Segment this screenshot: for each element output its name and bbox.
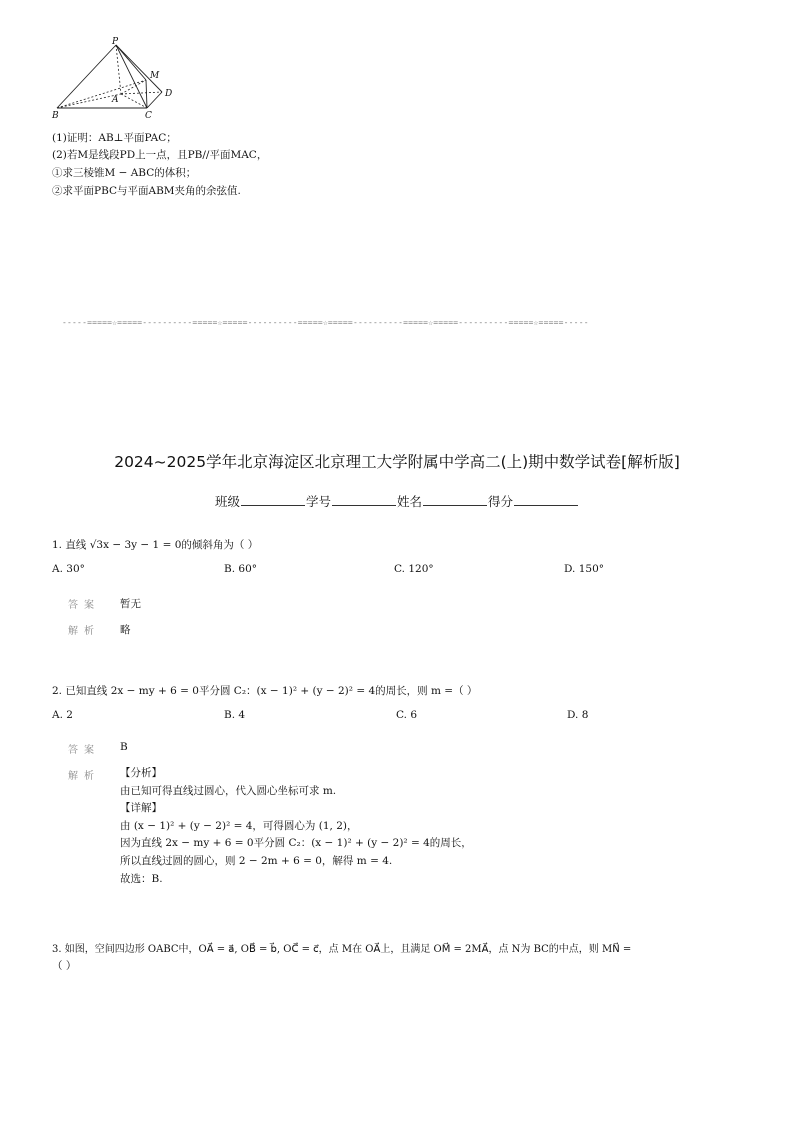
subquestion-2-1: ①求三棱锥M − ABC的体积； xyxy=(52,167,197,179)
question-1-analysis: 略 xyxy=(120,624,131,636)
analysis-line: 【详解】 xyxy=(120,802,162,815)
question-2-answer-label: 答案 xyxy=(68,745,100,756)
question-2-option-b: B. 4 xyxy=(224,709,246,721)
question-3-stem: 3. 如图，空间四边形 OABC中，OA⃗ = a⃗, OB⃗ = b⃗, OC⃗ = c⃗，点 M在 OA⃗上，且满足 OM⃗ = 2MA⃗，点 N为 BC的中点，则 MN⃗ = xyxy=(52,944,632,955)
pyramid-figure xyxy=(48,36,188,122)
subquestion-1: (1)证明：AB⊥平面PAC； xyxy=(52,132,177,144)
analysis-line: 由 (x − 1)² + (y − 2)² = 4，可得圆心为 (1, 2)， xyxy=(120,819,358,832)
name-label: 姓名 xyxy=(397,494,423,509)
label-a: A xyxy=(112,95,119,105)
question-2-analysis-label: 解析 xyxy=(68,771,100,782)
label-c: C xyxy=(145,111,152,121)
id-blank[interactable] xyxy=(332,493,396,506)
analysis-line: 由已知可得直线过圆心，代入圆心坐标可求 m. xyxy=(120,784,337,797)
score-label: 得分 xyxy=(488,494,514,509)
label-p: P xyxy=(112,37,119,47)
question-1-option-d: D. 150° xyxy=(564,563,605,575)
label-m: M xyxy=(150,71,160,81)
student-info-line xyxy=(0,492,794,510)
question-2-analysis xyxy=(120,765,472,888)
page-divider: -----=====☆=====----------=====☆=====----------=====☆=====----------=====☆=====----------=====☆=====----- xyxy=(62,318,589,327)
analysis-line: 因为直线 2x − my + 6 = 0平分圆 C₂：(x − 1)² + (y − 2)² = 4的周长， xyxy=(120,837,472,850)
id-label: 学号 xyxy=(305,494,331,509)
subquestion-2-2: ②求平面PBC与平面ABM夹角的余弦值. xyxy=(52,185,241,197)
exam-title: 2024~2025学年北京海淀区北京理工大学附属中学高二(上)期中数学试卷[解析版] xyxy=(114,453,680,471)
question-2-option-c: C. 6 xyxy=(396,709,418,721)
score-blank[interactable] xyxy=(514,493,578,506)
label-d: D xyxy=(165,89,173,99)
question-2-answer: B xyxy=(120,741,128,753)
label-b: B xyxy=(52,111,59,121)
analysis-line: 【分析】 xyxy=(120,767,162,779)
class-blank[interactable] xyxy=(241,493,305,506)
question-3-stem-cont: （ ） xyxy=(52,960,77,972)
question-1-answer: 暂无 xyxy=(120,598,141,610)
class-label: 班级 xyxy=(214,494,240,509)
name-blank[interactable] xyxy=(423,493,487,506)
analysis-line: 所以直线过圆的圆心，则 2 − 2m + 6 = 0，解得 m = 4. xyxy=(120,854,393,867)
question-1-option-b: B. 60° xyxy=(224,563,258,575)
question-1-option-c: C. 120° xyxy=(394,563,434,575)
question-1-option-a: A. 30° xyxy=(52,563,85,575)
question-1-stem: 1. 直线 √3x − 3y − 1 = 0的倾斜角为（ ） xyxy=(52,539,259,551)
subquestion-2: (2)若M是线段PD上一点，且PB//平面MAC， xyxy=(52,149,268,161)
question-1-answer-label: 答案 xyxy=(68,600,100,611)
question-2-option-a: A. 2 xyxy=(52,709,73,721)
question-2-stem: 2. 已知直线 2x − my + 6 = 0平分圆 C₂：(x − 1)² + (y − 2)² = 4的周长，则 m =（ ） xyxy=(52,685,478,697)
question-1-analysis-label: 解析 xyxy=(68,626,100,637)
analysis-line: 故选：B. xyxy=(120,872,163,885)
question-2-option-d: D. 8 xyxy=(567,709,589,721)
